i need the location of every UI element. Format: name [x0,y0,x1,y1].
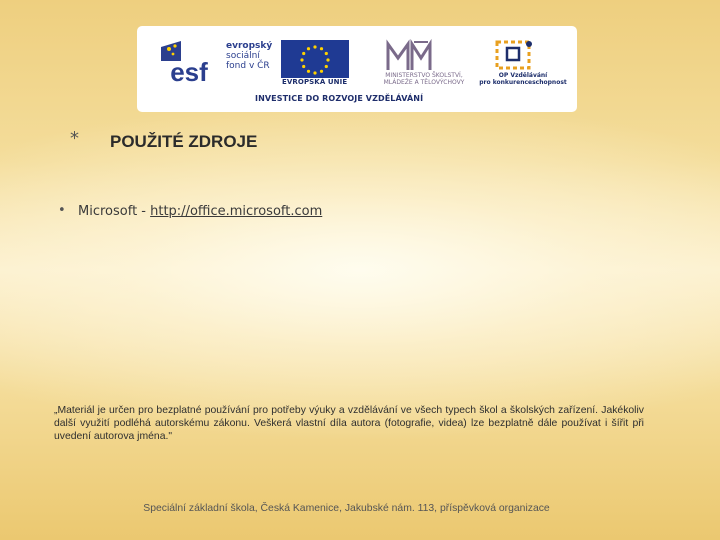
source-link[interactable]: http://office.microsoft.com [150,204,323,219]
source-label: Microsoft - [78,204,151,219]
op-logo [489,38,537,72]
license-notice: „Materiál je určen pro bezplatné používání pro potřeby výuky a vzdělávání ve všech typech škol a školských zařízení. Jakékoliv další využití podléhá autorskému zákonu. Veškerá vlastní díla autora (fotografie, videa) lze bezplatně dále používat i šířit při uvedení autorova jména." [54,405,644,442]
msmt-caption [369,72,479,86]
msmt-line1: MINISTERSTVO ŠKOLSTVÍ, [385,72,463,79]
title-asterisk-icon: * [70,128,79,149]
esf-line3: fond v ČR [226,61,270,71]
bullet-icon: • [58,203,66,218]
slide-title: POUŽITÉ ZDROJE [110,132,258,151]
msmt-logo [384,38,434,74]
eu-caption: EVROPSKÁ UNIE [282,78,348,86]
eu-flag-icon [281,40,349,78]
logo-tagline: INVESTICE DO ROZVOJE VZDĚLÁVÁNÍ [255,94,424,103]
op-line1: OP Vzdělávání [498,72,548,79]
esf-line2: sociální [226,51,260,61]
svg-text:esf: esf [170,57,208,85]
op-line2: pro konkurenceschopnost [479,79,567,86]
school-footer: Speciální základní škola, Česká Kamenice, Jakubské nám. 113, příspěvková organizace [143,503,550,514]
logo-banner [137,26,577,112]
source-entry [78,204,322,219]
esf-wordmark [226,41,272,71]
esf-logo [159,39,219,85]
op-caption [475,72,571,86]
msmt-line2: MLÁDEŽE A TĚLOVÝCHOVY [383,79,465,86]
esf-line1: evropský [226,41,273,51]
